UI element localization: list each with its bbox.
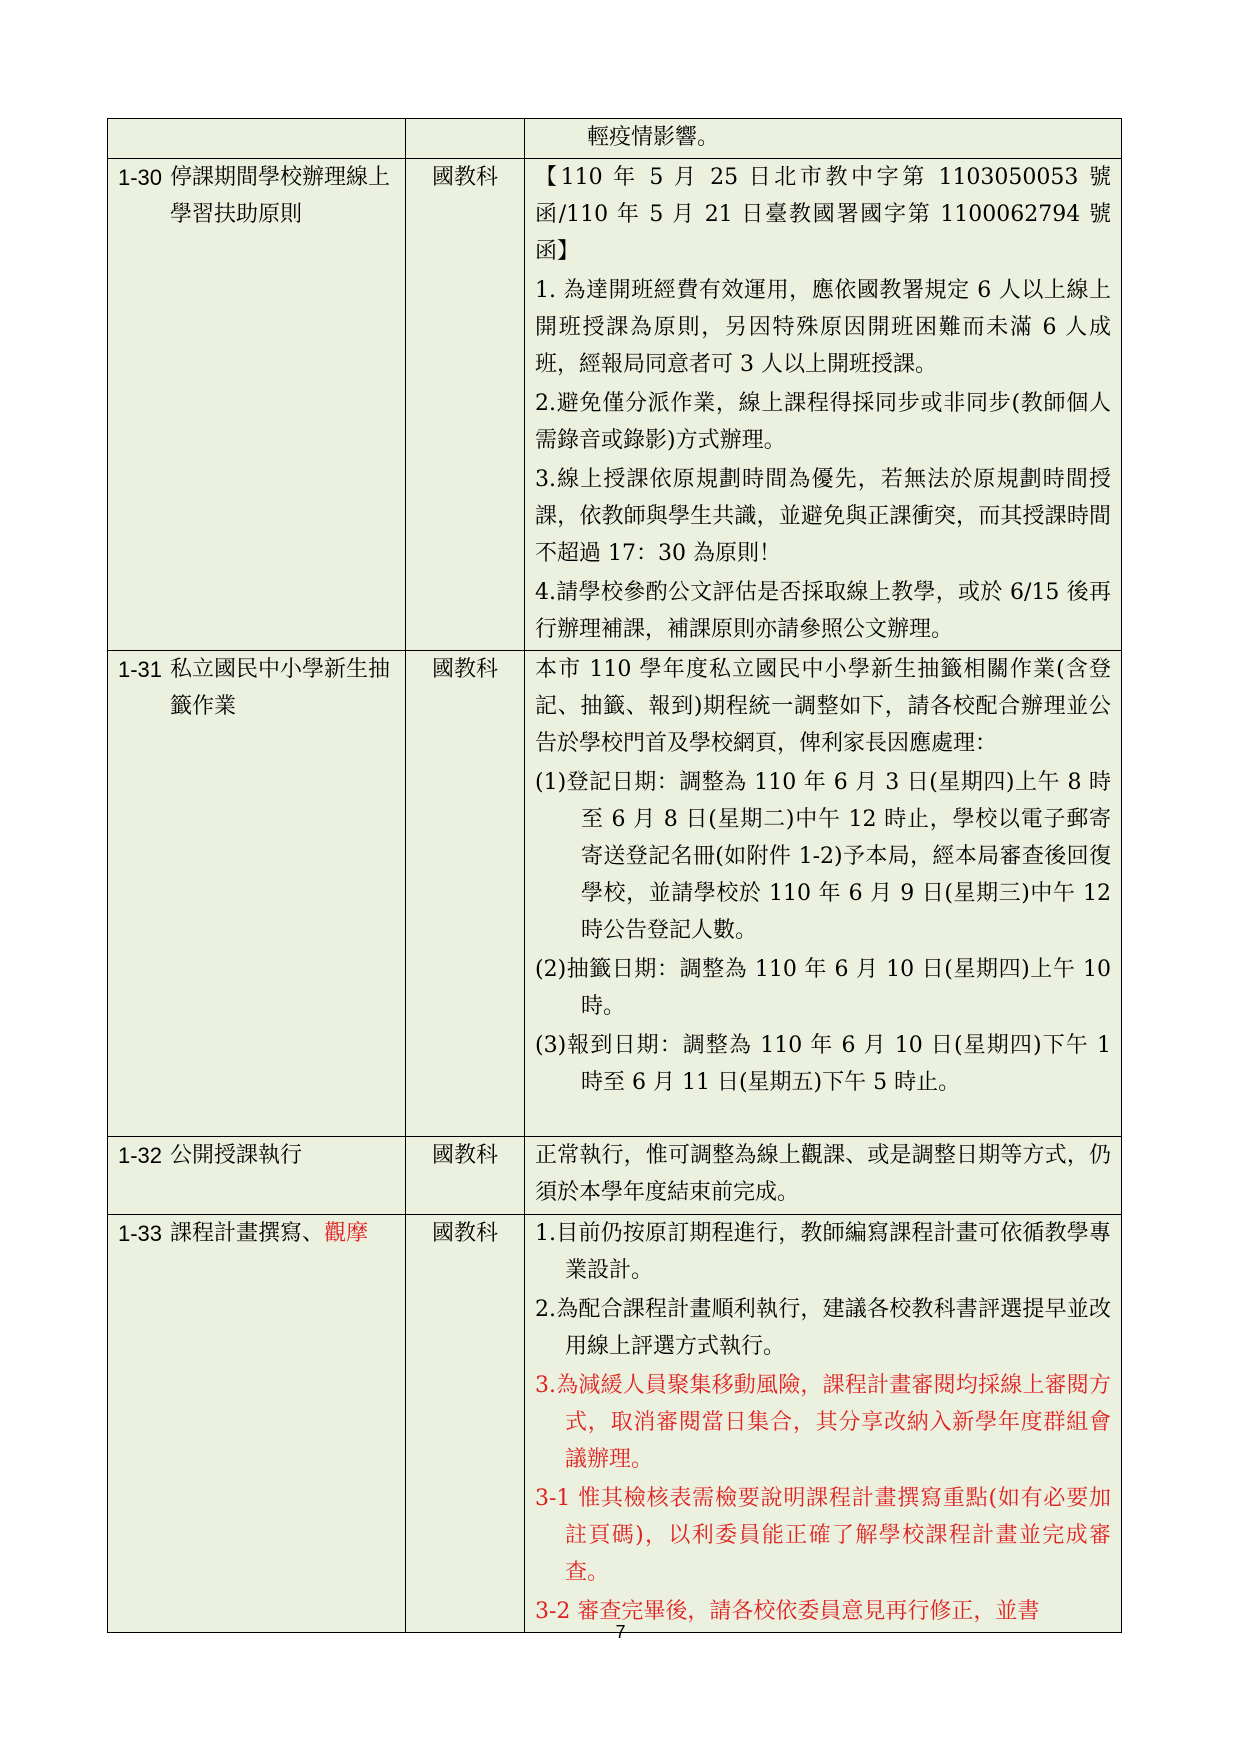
- content-paragraph: 1.目前仍按原訂期程進行，教師編寫課程計畫可依循教學專業設計。: [535, 1221, 1111, 1283]
- table-row-1-30: [108, 159, 1122, 651]
- content-paragraph: 正常執行，惟可調整為線上觀課、或是調整日期等方式，仍須於本學年度結束前完成。: [535, 1143, 1111, 1205]
- item-title: 公開授課執行: [170, 1143, 303, 1168]
- table-row-1-32: [108, 1137, 1122, 1215]
- content-paragraph-highlight: 3-1 惟其檢核表需檢要說明課程計畫撰寫重點(如有必要加註頁碼)，以利委員能正確了解學校課程計畫並完成審查。: [535, 1486, 1111, 1585]
- item-cell: [108, 651, 406, 1137]
- item-title-highlight: 觀摩: [324, 1221, 369, 1246]
- content-paragraph: (1)登記日期：調整為 110 年 6 月 3 日(星期四)上午 8 時至 6 月 8 日(星期二)中午 12 時止，學校以電子郵寄寄送登記名冊(如附件 1-2)予本局，經本局審查後回復學校，並請學校於 110 年 6 月 9 日(星期三)中午 12 時公告登記人數。: [535, 770, 1111, 943]
- item-number: 1-31: [118, 657, 163, 682]
- item-cell: [108, 159, 406, 651]
- item-cell: [108, 1215, 406, 1633]
- table-row-continued: [108, 119, 1122, 159]
- content-paragraph: 本市 110 學年度私立國民中小學新生抽籤相關作業(含登記、抽籤、報到)期程統一調整如下，請各校配合辦理並公告於學校門首及學校網頁，俾利家長因應處理：: [535, 657, 1111, 756]
- dept-cell: 國教科: [406, 651, 525, 1137]
- item-number: 1-33: [118, 1221, 163, 1246]
- item-title-text: 課程計畫撰寫、: [170, 1221, 325, 1246]
- document-table: [107, 118, 1122, 1633]
- content-paragraph: (3)報到日期：調整為 110 年 6 月 10 日(星期四)下午 1 時至 6 月 11 日(星期五)下午 5 時止。: [535, 1033, 1111, 1095]
- item-title: 私立國民中小學新生抽籤作業: [170, 657, 391, 719]
- content-paragraph: 2.為配合課程計畫順利執行，建議各校教科書評選提早並改用線上評選方式執行。: [535, 1297, 1111, 1359]
- item-number: 1-32: [118, 1143, 163, 1168]
- content-paragraph-highlight: 3-2 審查完畢後，請各校依委員意見再行修正，並書: [535, 1599, 1040, 1624]
- content-paragraph: 輕疫情影響。: [587, 125, 720, 150]
- content-paragraph-highlight: 3.為減緩人員聚集移動風險，課程計畫審閱均採線上審閱方式，取消審閱當日集合，其分享改納入新學年度群組會議辦理。: [535, 1373, 1111, 1472]
- content-paragraph: 【110 年 5 月 25 日北市教中字第 1103050053 號函/110 年 5 月 21 日臺教國署國字第 1100062794 號函】: [535, 165, 1111, 264]
- dept-cell: 國教科: [406, 1215, 525, 1633]
- content-paragraph: (2)抽籤日期：調整為 110 年 6 月 10 日(星期四)上午 10 時。: [535, 957, 1111, 1019]
- content-paragraph: 1. 為達開班經費有效運用，應依國教署規定 6 人以上線上開班授課為原則，另因特殊原因開班困難而未滿 6 人成班，經報局同意者可 3 人以上開班授課。: [535, 278, 1111, 377]
- content-paragraph: 4.請學校參酌公文評估是否採取線上教學，或於 6/15 後再行辦理補課，補課原則亦請參照公文辦理。: [535, 580, 1111, 642]
- dept-cell: 國教科: [406, 1137, 525, 1215]
- content-cell: [525, 651, 1122, 1137]
- item-number: 1-30: [118, 165, 163, 190]
- table-row-1-33: [108, 1215, 1122, 1633]
- content-paragraph: 2.避免僅分派作業，線上課程得採同步或非同步(教師個人需錄音或錄影)方式辦理。: [535, 391, 1111, 453]
- content-cell: [525, 119, 1122, 159]
- content-cell: [525, 1215, 1122, 1633]
- content-cell: [525, 1137, 1122, 1215]
- dept-cell: 國教科: [406, 159, 525, 651]
- content-paragraph: 3.線上授課依原規劃時間為優先，若無法於原規劃時間授課，依教師與學生共識，並避免與正課衝突，而其授課時間不超過 17：30 為原則！: [535, 467, 1111, 566]
- table-row-1-31: [108, 651, 1122, 1137]
- dept-cell: [406, 119, 525, 159]
- page-number: 7: [615, 1622, 626, 1642]
- item-title: 停課期間學校辦理線上學習扶助原則: [170, 165, 391, 227]
- item-cell: [108, 1137, 406, 1215]
- item-title: [170, 1215, 368, 1252]
- content-cell: [525, 159, 1122, 651]
- item-cell: [108, 119, 406, 159]
